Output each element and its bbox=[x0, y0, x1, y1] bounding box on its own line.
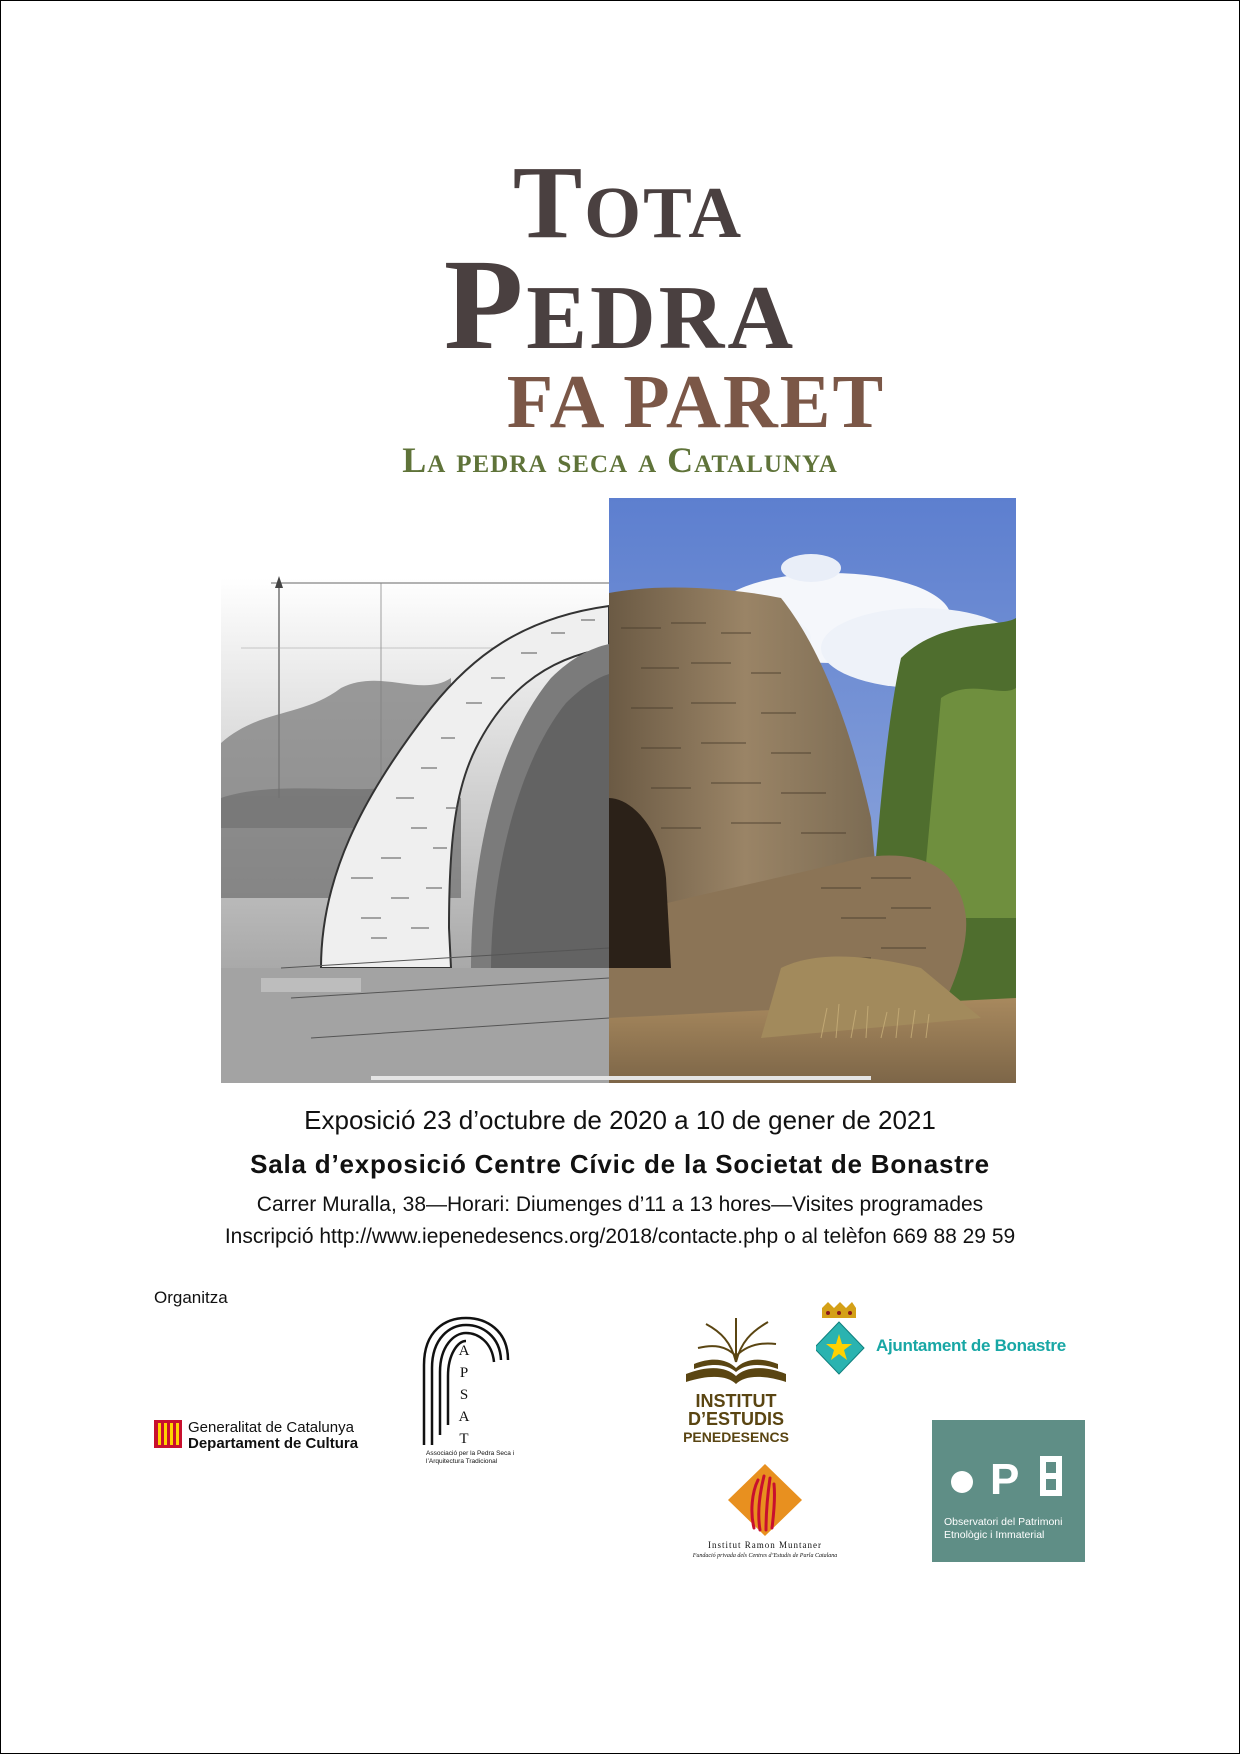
sketch-half bbox=[221, 498, 609, 1083]
title-line-1: Tota bbox=[512, 145, 744, 260]
subtitle: La pedra seca a Catalunya bbox=[402, 440, 838, 480]
bonastre-crest-icon bbox=[816, 1300, 876, 1380]
exhibition-details: Carrer Muralla, 38—Horari: Diumenges d’11 a 13 hores—Visites programades bbox=[256, 1193, 984, 1216]
apsat-letter: T bbox=[459, 1431, 469, 1447]
apsat-caption: Associació per la Pedra Seca i l’Arquitectura Tradicional bbox=[426, 1450, 515, 1465]
irm-caption: Fundació privada dels Centres d’Estudis de Parla Catalana bbox=[692, 1553, 838, 1559]
opei-caption: Observatori del Patrimoni Etnològic i Immaterial bbox=[944, 1516, 1063, 1541]
generalitat-senyera-icon bbox=[154, 1420, 182, 1448]
exhibition-venue: Sala d’exposició Centre Cívic de la Societat de Bonastre bbox=[250, 1149, 990, 1179]
apsat-letter: S bbox=[459, 1387, 469, 1403]
apsat-logo bbox=[416, 1310, 526, 1476]
iep-book-icon bbox=[676, 1312, 796, 1390]
opei-logo bbox=[932, 1420, 1085, 1562]
generalitat-logo bbox=[154, 1418, 374, 1454]
exhibition-registration: Inscripció http://www.iepenedesencs.org/2018/contacte.php o al telèfon 669 88 29 59 bbox=[224, 1225, 1016, 1248]
generalitat-line-2: Departament de Cultura bbox=[188, 1435, 359, 1452]
iep-line-2: D’ESTUDIS bbox=[687, 1409, 784, 1429]
title-line-2: Pedra bbox=[443, 233, 797, 377]
apsat-letter: P bbox=[459, 1365, 469, 1381]
hero-image bbox=[221, 498, 1016, 1083]
iep-name bbox=[676, 1392, 796, 1446]
iep-logo bbox=[676, 1312, 796, 1454]
photo-half bbox=[609, 498, 1016, 1083]
irm-name: Institut Ramon Muntaner bbox=[708, 1540, 822, 1550]
opei-p-letter: P bbox=[990, 1455, 1020, 1504]
exhibition-dates: Exposició 23 d’octubre de 2020 a 10 de gener de 2021 bbox=[304, 1105, 936, 1135]
opei-ei-mark bbox=[1040, 1456, 1062, 1496]
apsat-letters bbox=[456, 1340, 472, 1450]
irm-logo bbox=[680, 1462, 850, 1562]
opei-dot-icon bbox=[951, 1471, 973, 1493]
iep-line-3: PENEDESENCS bbox=[683, 1429, 789, 1445]
title-line-3: FA PARET bbox=[506, 360, 886, 444]
ajuntament-name: Ajuntament de Bonastre bbox=[876, 1336, 1066, 1355]
apsat-letter: A bbox=[458, 1409, 470, 1425]
ajuntament-logo bbox=[816, 1300, 1086, 1380]
iep-line-1: INSTITUT bbox=[695, 1391, 777, 1411]
generalitat-line-1: Generalitat de Catalunya bbox=[188, 1419, 354, 1436]
irm-diamond-icon bbox=[680, 1462, 850, 1538]
opei-mark bbox=[932, 1420, 1085, 1510]
apsat-letter: A bbox=[458, 1343, 470, 1359]
organizers-label: Organitza bbox=[154, 1288, 228, 1307]
